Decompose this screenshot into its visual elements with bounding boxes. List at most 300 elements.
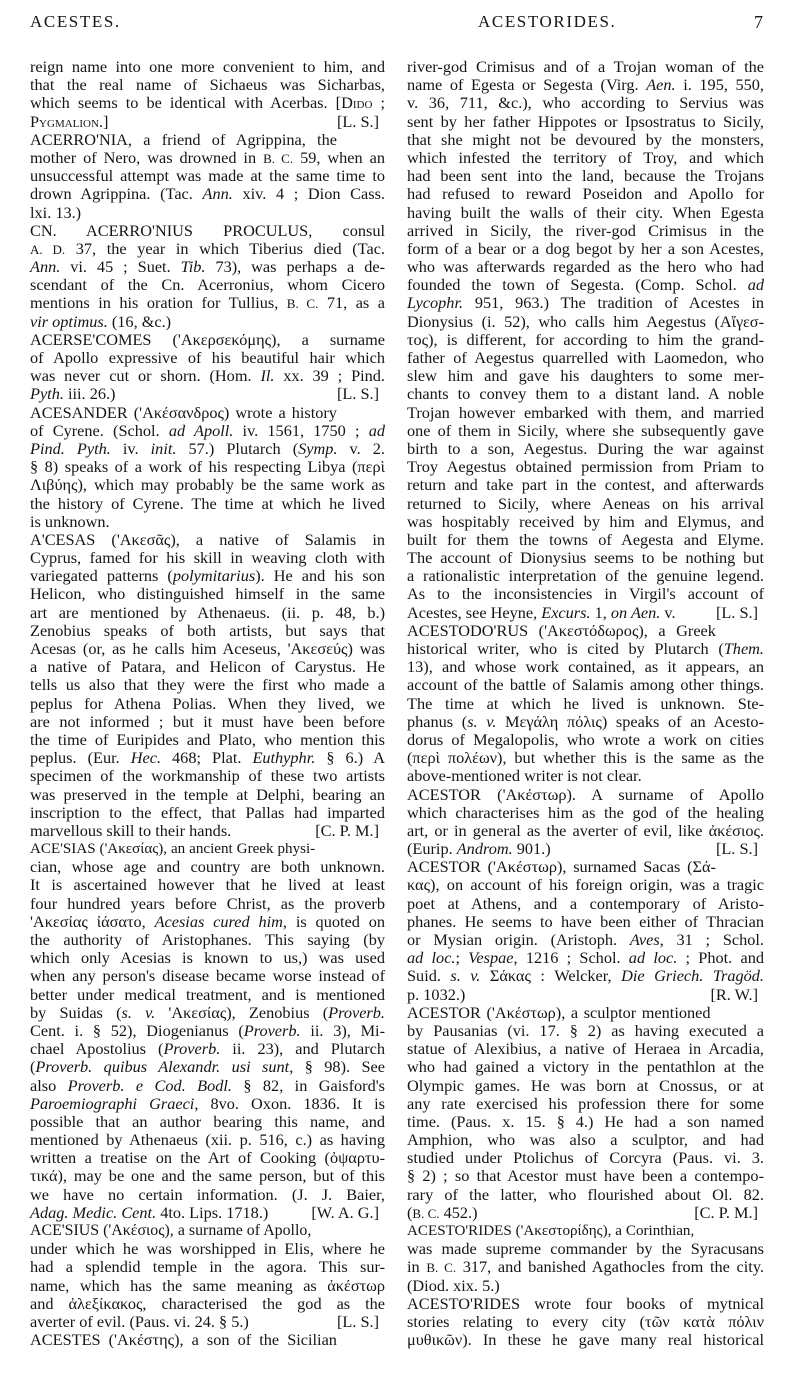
- text-run: Μεγάλη πόλις) speaks of an Acesto-: [496, 711, 764, 731]
- text-run: As to the inconsistencies in Virgil's account of: [407, 584, 764, 604]
- signature: [C. P. M.]: [694, 1202, 758, 1222]
- text-line: [30, 58, 385, 76]
- text-run: under which he was worshipped in Elis, where he: [30, 1239, 385, 1259]
- text-line: [30, 240, 385, 258]
- text-run: 452.): [439, 1202, 478, 1222]
- text-run: ACESTES ('Ακέστης), a son of the Sicilian: [30, 1330, 337, 1350]
- text-line: [30, 604, 385, 622]
- text-line: [30, 913, 385, 931]
- text-run: ). He and his son: [255, 566, 385, 586]
- text-run: returned to Sicily, where Aeneas on his arrival: [407, 493, 764, 513]
- text-line: [407, 94, 764, 112]
- text-line: [30, 313, 385, 331]
- text-run: in: [407, 1257, 427, 1277]
- italic-text: Proverb. e Cod. Bodl.: [67, 1075, 232, 1095]
- text-line: [30, 349, 385, 367]
- italic-text: Excurs.: [541, 602, 591, 622]
- text-run: κας), on account of his foreign origin, was a tragic: [407, 875, 764, 895]
- text-run: Cent. i. § 52), Diogenianus (: [30, 1020, 244, 1040]
- text-line: [30, 1295, 385, 1313]
- text-run: Σάκας : Welcker,: [480, 966, 622, 986]
- text-line: [407, 1204, 764, 1222]
- text-line: [407, 567, 764, 585]
- text-line: [30, 749, 385, 767]
- text-run: one of them in Sicily, where she subsequently gave: [407, 420, 764, 440]
- text-line: [407, 622, 764, 640]
- text-run: variegated patterns (: [30, 566, 173, 586]
- italic-text: init.: [150, 438, 177, 458]
- text-line: [407, 495, 764, 513]
- text-run: or Mysian origin. (Aristoph.: [407, 930, 630, 949]
- text-line: [30, 1077, 385, 1095]
- text-line: [30, 367, 385, 385]
- text-line: [30, 695, 385, 713]
- italic-text: Ann.: [202, 184, 233, 204]
- text-run: 59, when an: [293, 147, 386, 167]
- text-run: having built the walls of their city. When Egesta: [407, 202, 764, 222]
- italic-text: s. v.: [121, 1002, 156, 1022]
- text-line: [30, 331, 385, 349]
- italic-text: ad Apoll.: [168, 420, 234, 440]
- text-run: (16, &c.): [107, 311, 172, 331]
- text-line: [407, 1077, 764, 1095]
- abbreviation-text: B. C.: [412, 1205, 440, 1221]
- text-line: [407, 1240, 764, 1258]
- text-run: was made supreme commander by the Syracusans: [407, 1239, 764, 1259]
- text-line: [30, 622, 385, 640]
- text-run: are not informed ; but it must have been before: [30, 711, 385, 731]
- text-line: [407, 58, 764, 76]
- text-run: Amphion, who was also a sculptor, and had: [407, 1130, 764, 1150]
- text-run: who had gained a victory in the pentathlon at the: [407, 1057, 764, 1077]
- running-head-right: ACESTORIDES.: [478, 12, 617, 31]
- text-run: mother of Nero, was drowned in: [30, 147, 264, 167]
- text-line: [407, 549, 764, 567]
- text-run: § 82, in Gaisford's: [231, 1075, 385, 1095]
- text-run: Olympic games. He was born at Cnossus, or at: [407, 1075, 764, 1095]
- text-run: iv.: [110, 438, 151, 458]
- text-line: [407, 1113, 764, 1131]
- text-run: The account of Dionysius seems to be nothing but: [407, 548, 764, 568]
- text-run: the time of Euripides and Plato, who mention this: [30, 729, 385, 749]
- text-run: Troy Aegestus obtained permission from Priam to: [407, 457, 764, 477]
- text-run: also: [30, 1075, 68, 1095]
- text-run: Helicon, who distinguished himself in the same: [30, 584, 385, 604]
- text-line: [30, 713, 385, 731]
- text-run: ; Phot. and: [677, 948, 764, 968]
- text-run: 317, and banished Agathocles from the city.: [456, 1257, 764, 1277]
- text-run: xiv. 4 ; Dion Cass.: [232, 184, 385, 204]
- text-run: Cyprus, famed for his skill in weaving cloth with: [30, 548, 385, 568]
- text-run: Trojan however embarked with them, and married: [407, 402, 764, 422]
- text-line: [407, 804, 764, 822]
- text-run: by Suidas (: [30, 1002, 122, 1022]
- text-run: that she might not be devoured by the monsters,: [407, 129, 764, 149]
- text-line: [407, 513, 764, 531]
- text-run: , § 98). See: [289, 1057, 386, 1077]
- italic-text: Proverb.: [328, 1002, 385, 1022]
- italic-text: Pind. Pyth.: [30, 438, 111, 458]
- text-run: v.: [660, 602, 676, 622]
- text-run: which only Acesias is known to us,) was used: [30, 948, 385, 968]
- text-line: [407, 1004, 764, 1022]
- text-line: [30, 840, 385, 858]
- text-line: [30, 1131, 385, 1149]
- text-line: [30, 404, 385, 422]
- text-line: [30, 876, 385, 894]
- italic-text: Proverb.: [243, 1020, 301, 1040]
- text-line: [30, 658, 385, 676]
- text-line: [407, 858, 764, 876]
- text-line: [30, 858, 385, 876]
- text-run: ACESTOR ('Ακέστωρ), a sculptor mentioned: [407, 1002, 711, 1022]
- text-run: § 2) ; so that Acestor must have been a contempo-: [407, 1166, 764, 1186]
- text-line: [30, 1222, 385, 1240]
- text-run: possible that an author bearing this name, and: [30, 1111, 385, 1131]
- text-line: [30, 786, 385, 804]
- text-run: 'Ακεσίας ἰάσατο,: [30, 911, 155, 931]
- text-run: phanes. He seems to have been either of Thracian: [407, 911, 764, 931]
- text-line: [407, 222, 764, 240]
- text-run: historical writer, who is cited by Plutarch (: [407, 639, 724, 658]
- text-run: xx. 39 ; Pind.: [274, 366, 386, 386]
- text-line: [407, 476, 764, 494]
- italic-text: on Aen.: [610, 602, 661, 622]
- text-line: [407, 349, 764, 367]
- italic-text: Paroemiographi Graeci: [30, 1093, 195, 1113]
- text-run: mentions in his oration for Tullius,: [30, 293, 287, 313]
- text-run: that the real name of Sichaeus was Sicharbas,: [30, 75, 385, 95]
- text-line: [30, 1240, 385, 1258]
- text-run: cian, whose age and country are both unknown.: [30, 857, 385, 877]
- text-line: [30, 149, 385, 167]
- italic-text: polymitarius: [172, 566, 256, 586]
- text-line: [407, 876, 764, 894]
- text-run: was preserved in the temple at Delphi, bearing an: [30, 784, 385, 804]
- text-line: [407, 440, 764, 458]
- text-run: inscription to the effect, that Pallas had imparted: [30, 802, 385, 822]
- italic-text: Aen.: [646, 75, 676, 95]
- text-line: [407, 1295, 764, 1313]
- italic-text: Aves: [629, 930, 660, 949]
- text-line: [407, 749, 764, 767]
- signature: [L. S.]: [336, 1311, 379, 1331]
- text-run: return and take part in the contest, and afterwards: [407, 475, 764, 495]
- text-line: [30, 113, 385, 131]
- text-line: [407, 640, 764, 658]
- text-run: μυθικῶν). In these he gave many real historical: [407, 1330, 764, 1350]
- text-line: [407, 1022, 764, 1040]
- text-run: ACE'SIUS ('Ακέσιος), a surname of Apollo,: [30, 1222, 312, 1239]
- text-line: [407, 986, 764, 1004]
- text-run: 13), and whose work contained, as it appears, an: [407, 657, 764, 677]
- text-line: [407, 458, 764, 476]
- italic-text: Symp.: [298, 438, 338, 458]
- page-number: 7: [754, 12, 763, 32]
- italic-text: Euthyphr.: [252, 748, 316, 768]
- text-line: [407, 149, 764, 167]
- text-run: ACE'SIAS ('Ακεσίας), an ancient Greek physi-: [30, 841, 316, 858]
- text-line: [30, 986, 385, 1004]
- text-line: [407, 294, 764, 312]
- text-run: scendant of the Cn. Acerronius, whom Cicero: [30, 275, 385, 295]
- text-run: marvellous skill to their hands.: [30, 820, 232, 840]
- text-run: τικά), may be one and the same person, but of this: [30, 1166, 385, 1186]
- text-run: had been sent into the land, because the Trojans: [407, 166, 764, 186]
- text-line: [407, 367, 764, 385]
- text-run: of Cyrene. (Schol.: [30, 420, 169, 440]
- text-run: 4to. Lips. 1718.): [156, 1202, 269, 1222]
- text-line: [407, 204, 764, 222]
- text-line: [407, 822, 764, 840]
- text-run: Suid.: [407, 966, 451, 986]
- text-line: [407, 840, 764, 858]
- text-run: ACESTOR ('Ακέστωρ). A surname of Apollo: [407, 784, 764, 804]
- text-run: father of Aegestus quarrelled with Laomedon, who: [407, 348, 764, 367]
- text-line: [30, 276, 385, 294]
- text-run: § 8) speaks of a work of his respecting Libya (περὶ: [30, 457, 385, 477]
- text-line: [407, 731, 764, 749]
- text-run: ACESTOR ('Ακέστωρ), surnamed Sacas (Σά-: [407, 857, 716, 877]
- text-run: birth to a son, Aegestus. During the war against: [407, 438, 764, 458]
- italic-text: Lycophr.: [407, 293, 464, 313]
- signature: [L. S.]: [336, 111, 379, 131]
- text-line: [407, 1313, 764, 1331]
- text-run: written a treatise on the Art of Cooking (ὀψαρτυ-: [30, 1148, 385, 1168]
- text-line: [407, 185, 764, 203]
- text-line: [407, 913, 764, 931]
- italic-text: vir optimus.: [30, 311, 108, 331]
- text-line: [30, 94, 385, 112]
- italic-text: Die Griech. Tragöd.: [621, 966, 764, 986]
- signature: [L. S.]: [715, 602, 758, 622]
- text-run: river-god Crimisus and of a Trojan woman of the: [407, 57, 764, 76]
- signature: [L. S.]: [715, 839, 758, 859]
- text-run: 951, 963.) The tradition of Acestes in: [463, 293, 764, 313]
- italic-text: ad: [747, 275, 764, 295]
- text-line: [407, 967, 764, 985]
- text-line: [407, 531, 764, 549]
- text-run: ACESTODO'RUS ('Ακεστόδωρος), a Greek: [407, 620, 716, 640]
- italic-text: Acesias cured him: [154, 911, 283, 931]
- text-line: [30, 167, 385, 185]
- text-line: [30, 1022, 385, 1040]
- text-line: [30, 949, 385, 967]
- italic-text: Tib.: [180, 257, 206, 277]
- text-run: poet at Athens, and a contemporary of Aristo-: [407, 893, 764, 913]
- text-run: tells us also that they were the first who made a: [30, 675, 385, 695]
- text-run: lxi. 13.): [30, 202, 82, 222]
- text-run: τος), is different, for according to him the grand-: [407, 329, 764, 349]
- text-run: which seems to be identical with Acerbas. [: [30, 93, 342, 113]
- text-line: [30, 967, 385, 985]
- text-run: 'Ακεσίας), Zenobius (: [155, 1002, 329, 1022]
- italic-text: Androm.: [456, 839, 513, 859]
- text-run: (περὶ πολέων), but whether this is the same as the: [407, 748, 764, 768]
- text-line: [407, 1131, 764, 1149]
- italic-text: Proverb.: [163, 1039, 221, 1059]
- text-run: Acesas (or, as he calls him Aceseus, 'Ακεσεύς) was: [30, 639, 385, 658]
- right-column: [407, 58, 764, 1349]
- text-line: [407, 895, 764, 913]
- text-run: phanus (: [407, 711, 468, 731]
- text-line: [30, 76, 385, 94]
- text-run: ACESANDER ('Ακέσανδρος) wrote a history: [30, 402, 337, 422]
- text-run: time. (Paus. x. 15. § 4.) He had a son named: [407, 1111, 764, 1131]
- text-run: mentioned by Athenaeus (xii. p. 516, c.) as having: [30, 1130, 385, 1150]
- signature: [W. A. G.]: [311, 1202, 379, 1222]
- text-run: 37, the year in which Tiberius died (Tac.: [65, 238, 386, 258]
- text-line: [407, 1167, 764, 1185]
- text-run: rary of the latter, who flourished about Ol. 82.: [407, 1184, 764, 1204]
- text-run: art are mentioned by Athenaeus. (ii. p. 48, b.): [30, 602, 385, 622]
- text-run: slew him and gave his daughters to some mer-: [407, 366, 764, 386]
- text-run: specimen of the workmanship of these two artists: [30, 766, 385, 786]
- text-run: (Diod. xix. 5.): [407, 1275, 500, 1295]
- text-run: , 31 ; Schol.: [659, 930, 764, 949]
- text-line: [30, 1204, 385, 1222]
- text-line: [407, 131, 764, 149]
- text-line: [407, 76, 764, 94]
- italic-text: s. v.: [467, 711, 497, 731]
- text-line: [407, 949, 764, 967]
- italic-text: Them.: [723, 639, 764, 658]
- text-line: [30, 731, 385, 749]
- text-run: ;: [455, 948, 469, 968]
- text-line: [30, 1313, 385, 1331]
- text-run: any rate exercised his profession there for some: [407, 1093, 764, 1113]
- text-run: , is quoted on: [282, 911, 386, 931]
- text-line: [407, 1331, 764, 1349]
- text-line: [30, 294, 385, 312]
- italic-text: Vespae: [468, 948, 514, 968]
- text-line: [30, 895, 385, 913]
- text-run: chants to convey them to a distant land. A noble: [407, 384, 764, 404]
- italic-text: Il.: [260, 366, 275, 386]
- abbreviation-text: B. C.: [263, 150, 294, 166]
- text-run: which infested the territory of Troy, and which: [407, 147, 764, 167]
- abbreviation-text: B. C.: [426, 1260, 457, 1276]
- text-run: statue of Alexibius, a native of Heraea in Arcadia,: [407, 1039, 764, 1059]
- text-run: iv. 1561, 1750 ;: [233, 420, 369, 440]
- text-run: better under medical treatment, and is mentioned: [30, 984, 385, 1004]
- text-run: unsuccessful attempt was made at the same time to: [30, 166, 385, 186]
- text-line: [407, 1222, 764, 1240]
- text-run: 1,: [590, 602, 611, 622]
- text-run: by Pausanias (vi. 17. § 2) as having executed a: [407, 1020, 764, 1040]
- text-line: [407, 1277, 764, 1295]
- text-run: Dionysius (i. 52), who calls him Aegestus (Αἴγεσ-: [407, 311, 764, 331]
- text-line: [407, 258, 764, 276]
- text-line: [30, 676, 385, 694]
- text-run: 901.): [512, 839, 551, 859]
- text-line: [30, 513, 385, 531]
- text-line: [407, 695, 764, 713]
- text-run: , 1216 ; Schol.: [513, 948, 629, 968]
- text-run: a rationalistic interpretation of the genuine legend.: [407, 566, 764, 586]
- text-run: 73), was perhaps a de-: [205, 257, 385, 277]
- left-column: [30, 58, 385, 1349]
- text-run: and ἀλεξίκακος, characterised the god as the: [30, 1293, 385, 1313]
- text-line: [30, 1167, 385, 1185]
- text-line: [407, 604, 764, 622]
- text-line: [30, 1258, 385, 1276]
- text-line: [30, 422, 385, 440]
- text-run: iii. 26.): [63, 384, 116, 404]
- text-line: [30, 1040, 385, 1058]
- text-line: [407, 240, 764, 258]
- text-line: [407, 404, 764, 422]
- text-line: [407, 313, 764, 331]
- text-line: [30, 1331, 385, 1349]
- text-line: [30, 258, 385, 276]
- text-run: Acestes, see Heyne,: [407, 602, 542, 622]
- text-line: [407, 1058, 764, 1076]
- text-run: ACESTO'RIDES ('Ακεστορίδης), a Corinthian,: [407, 1223, 695, 1239]
- text-run: sent by her father Hippotes or Ipsostratus to Sicily,: [407, 111, 764, 131]
- text-run: § 6.) A: [315, 748, 385, 768]
- text-run: Zenobius speaks of both artists, but says that: [30, 620, 385, 640]
- text-line: [30, 1113, 385, 1131]
- text-run: built for them the towns of Aegesta and Elyme.: [407, 529, 764, 549]
- italic-text: ad: [368, 420, 385, 440]
- text-line: [30, 476, 385, 494]
- running-head-left: ACESTES.: [30, 12, 121, 31]
- text-line: [407, 385, 764, 403]
- italic-text: ad loc.: [628, 948, 678, 968]
- text-line: [30, 1004, 385, 1022]
- text-line: [30, 458, 385, 476]
- text-run: arrived in Sicily, the river-god Crimisus in the: [407, 220, 764, 240]
- small-caps-text: Dido: [341, 93, 373, 113]
- text-run: of Apollo expressive of his beautiful hair which: [30, 348, 385, 367]
- text-run: .]: [98, 111, 109, 131]
- signature: [C. P. M.]: [315, 820, 379, 840]
- text-line: [30, 585, 385, 603]
- text-run: a native of Patara, and Helicon of Carystus. He: [30, 657, 385, 677]
- text-line: [30, 131, 385, 149]
- text-line: [30, 440, 385, 458]
- text-line: [30, 204, 385, 222]
- text-run: p. 1032.): [407, 984, 466, 1004]
- text-line: [407, 658, 764, 676]
- text-run: Λιβύης), which may probably be the same work as: [30, 475, 385, 495]
- text-run: who was afterwards regarded as the hero who had: [407, 257, 764, 277]
- text-line: [407, 676, 764, 694]
- text-run: was hospitably received by him and Elymus, and: [407, 511, 764, 531]
- text-line: [407, 276, 764, 294]
- text-run: A'CESAS ('Ακεσᾶς), a native of Salamis in: [30, 529, 385, 549]
- text-run: ACERRO'NIA, a friend of Agrippina, the: [30, 129, 337, 149]
- text-line: [30, 222, 385, 240]
- abbreviation-text: B. C.: [286, 296, 319, 312]
- text-run: ACERSE'COMES ('Ακερσεκόμης), a surname: [30, 329, 385, 349]
- text-run: peplus. (Eur.: [30, 748, 131, 768]
- text-line: [407, 1258, 764, 1276]
- text-run: chael Apostolius (: [30, 1039, 164, 1059]
- text-run: art, or in general as the averter of evil, like ἀκέσιος.: [407, 820, 764, 840]
- text-line: [407, 331, 764, 349]
- italic-text: Adag. Medic. Cent.: [30, 1202, 157, 1222]
- italic-text: Proverb. quibus Alexandr. usi sunt: [35, 1057, 290, 1077]
- text-run: 71, as a: [318, 293, 385, 313]
- text-run: i. 195, 550,: [675, 75, 765, 95]
- text-run: (Eurip.: [407, 839, 457, 859]
- text-line: [407, 1149, 764, 1167]
- text-run: above-mentioned writer is not clear.: [407, 766, 642, 786]
- text-run: vi. 45 ; Suet.: [60, 257, 181, 277]
- small-caps-text: Pygmalion: [30, 111, 99, 131]
